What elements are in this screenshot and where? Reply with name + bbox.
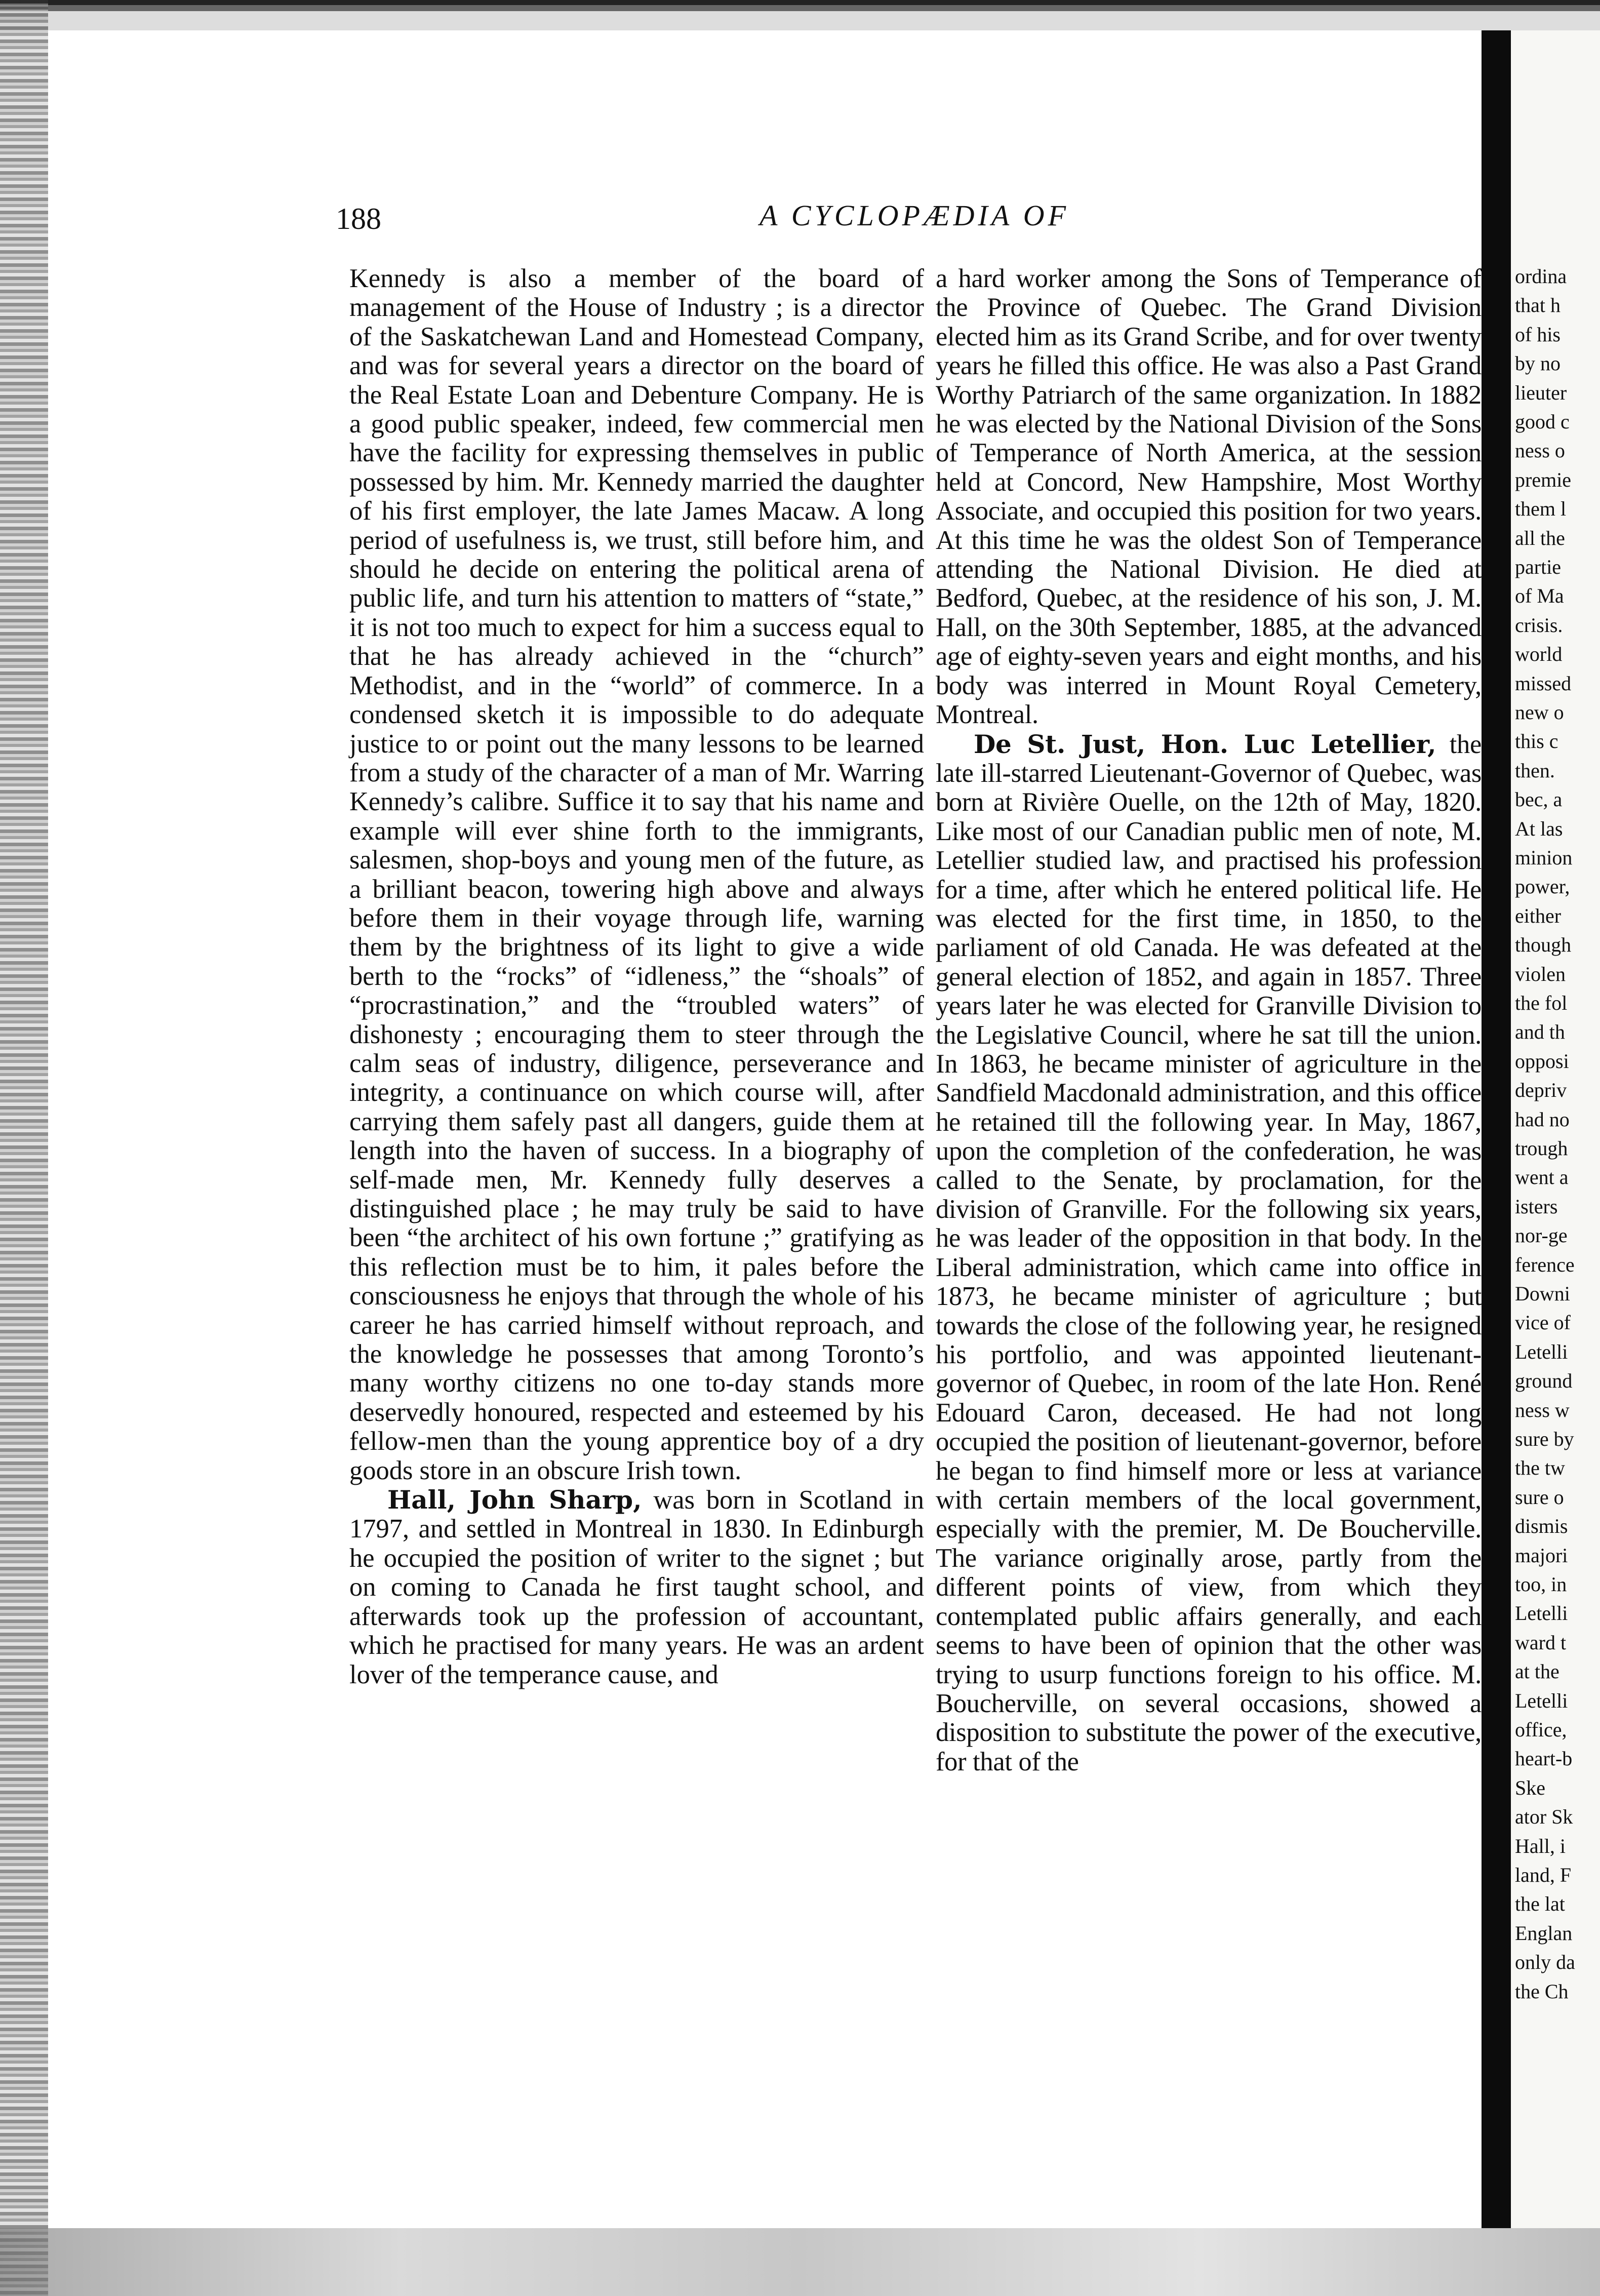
adjacent-page-fragment: trough bbox=[1515, 1137, 1568, 1160]
adjacent-page-fragment: Hall, i bbox=[1515, 1834, 1566, 1857]
entry-heading: Hall, John Sharp, bbox=[387, 1485, 642, 1515]
adjacent-page-fragment: of his bbox=[1515, 323, 1561, 346]
adjacent-page-fragment: bec, a bbox=[1515, 788, 1563, 811]
adjacent-page-fragment: ator Sk bbox=[1515, 1805, 1573, 1829]
adjacent-page-fragment: lieuter bbox=[1515, 381, 1567, 404]
adjacent-page-fragment: that h bbox=[1515, 294, 1561, 317]
adjacent-page-fragment: isters bbox=[1515, 1195, 1558, 1218]
adjacent-page-fragment: At las bbox=[1515, 817, 1563, 840]
adjacent-page-fragment: office, bbox=[1515, 1718, 1567, 1741]
adjacent-page-fragment: dismis bbox=[1515, 1515, 1568, 1538]
scan-bottom-edge bbox=[0, 2228, 1600, 2296]
adjacent-page-fragment: land, F bbox=[1515, 1864, 1572, 1886]
adjacent-page-fragment: Downi bbox=[1515, 1282, 1570, 1305]
adjacent-page-fragment: at the bbox=[1515, 1660, 1559, 1683]
scan-top-edge bbox=[0, 0, 1600, 30]
adjacent-page-fragment: ordina bbox=[1515, 265, 1567, 288]
entry-text: the late ill-starred Lieutenant-Governor of Quebec, was born at Rivière Ouelle, on the 12th of May, 1820. Like most of our Canadian public men of note, M. Letellier studied law, and practised his profession for a time, after which he entered political life. He was elected for the first time, in 1850, to the parliament of old Canada. He was defeated at the general election of 1852, and again in 1857. Three years later he was elected for Granville Division to the Legislative Council, where he sat till the union. In 1863, he became minister of agriculture in the Sandfield Macdonald administration, and this office he retained till the following year. In May, 1867, upon the completion of the confederation, he was called to the Senate, by proclamation, for the division of Granville. For the following six years, he was leader of the opposition in that body. In the Liberal administration, which came into office in 1873, he became minister of agriculture ; but towards the close of the following year, he resigned his portfolio, and was appointed lieutenant-governor of Quebec, in room of the late Hon. René Edouard Caron, deceased. He had not long occupied the position of lieutenant-governor, before he began to find himself more or less at variance with certain members of the local government, especially with the premier, M. De Boucherville. The variance originally arose, partly from the different points of view, from which they contemplated public affairs generally, and each seems to have been of opinion that the other was trying to usurp functions foreign to his office. M. Boucherville, on several occasions, showed a disposition to substitute the power of the executive, for that of the bbox=[936, 729, 1482, 1776]
adjacent-page-fragment: premie bbox=[1515, 468, 1572, 491]
hall-continuation-paragraph: a hard worker among the Sons of Temperance of the Province of Quebec. The Grand Division elected him as its Grand Scribe, and for over twenty years he filled this office. He was also a Past Grand Worthy Patriarch of the same organization. In 1882 he was elected by the National Division of the Sons of Temperance of North America, at the session held at Concord, New Hampshire, Most Worthy Associate, and occupied this position for two years. At this time he was the oldest Son of Temperance attending the National Division. He died at Bedford, Quebec, at the residence of his son, J. M. Hall, on the 30th September, 1885, at the advanced age of eighty-seven years and eight months, and his body was interred in Mount Royal Cemetery, Montreal. bbox=[936, 264, 1482, 730]
adjacent-page-fragment: crisis. bbox=[1515, 613, 1563, 637]
adjacent-page-fragment: new o bbox=[1515, 701, 1564, 724]
adjacent-page-fragment: nor-ge bbox=[1515, 1224, 1568, 1247]
adjacent-page-fragment: all the bbox=[1515, 526, 1565, 549]
adjacent-page-fragment: the fol bbox=[1515, 992, 1568, 1014]
adjacent-page-fragment: the Ch bbox=[1515, 1980, 1569, 2003]
left-column bbox=[349, 264, 924, 1689]
adjacent-page-fragment: by no bbox=[1515, 352, 1561, 375]
adjacent-page-fragment: power, bbox=[1515, 875, 1570, 898]
adjacent-page-fragment: Englan bbox=[1515, 1921, 1573, 1945]
adjacent-page-fragment: violen bbox=[1515, 962, 1566, 985]
hall-entry bbox=[349, 1485, 924, 1689]
adjacent-page-fragment: ference bbox=[1515, 1253, 1575, 1276]
adjacent-page-fragment: had no bbox=[1515, 1107, 1570, 1131]
adjacent-page-fragment: though bbox=[1515, 933, 1572, 957]
adjacent-page-fragment: minion bbox=[1515, 846, 1573, 869]
adjacent-page-fragment: opposi bbox=[1515, 1049, 1569, 1073]
adjacent-page-fragment: then. bbox=[1515, 759, 1555, 782]
adjacent-page-fragment: either bbox=[1515, 904, 1562, 927]
adjacent-page-fragment: ward t bbox=[1515, 1631, 1567, 1654]
adjacent-page-fragment: sure o bbox=[1515, 1485, 1564, 1509]
adjacent-page-fragment: only da bbox=[1515, 1951, 1575, 1974]
adjacent-page-fragment: partie bbox=[1515, 556, 1562, 578]
adjacent-page-fragment: the lat bbox=[1515, 1892, 1565, 1916]
adjacent-page-fragment: went a bbox=[1515, 1166, 1569, 1189]
adjacent-page-fragment: and th bbox=[1515, 1020, 1565, 1044]
adjacent-page-fragment: Letelli bbox=[1515, 1340, 1568, 1363]
adjacent-page-fragment: Ske bbox=[1515, 1776, 1545, 1799]
entry-heading: De St. Just, Hon. Luc Letellier, bbox=[974, 729, 1436, 759]
adjacent-page-fragment: depriv bbox=[1515, 1079, 1567, 1102]
adjacent-page-fragment: ness o bbox=[1515, 439, 1565, 462]
running-title: A CYCLOPÆDIA OF bbox=[759, 199, 1070, 232]
adjacent-page-fragment: them l bbox=[1515, 497, 1567, 521]
kennedy-paragraph: Kennedy is also a member of the board of management of the House of Industry ; is a director of the Saskatchewan Land and Homestead Company, and was for several years a director on the board of the Real Estate Loan and Debenture Company. He is a good public speaker, indeed, few commercial men have the facility for expressing themselves in public possessed by him. Mr. Kennedy married the daughter of his first employer, the late James Macaw. A long period of usefulness is, we trust, still before him, and should he decide on entering the political arena of public life, and turn his attention to matters of “state,” it is not too much to expect for him a success equal to that he has already achieved in the “church” Methodist, and in the “world” of commerce. In a condensed sketch it is impossible to do adequate justice to or point out the many lessons to be learned from a study of the character of a man of Mr. Warring Kennedy’s calibre. Suffice it to say that his name and example will ever shine forth to the immigrants, salesmen, shop-boys and young men of the future, as a brilliant beacon, towering high above and always before them in their voyage through life, warning them by the brightness of its light to give a wide berth to the “rocks” of “idleness,” the “shoals” of “procrastination,” and the “troubled waters” of dishonesty ; encouraging them to steer through the calm seas of industry, diligence, perseverance and integrity, a continuance on which course will, after carrying them safely past all dangers, guide them at length into the haven of success. In a biography of self-made men, Mr. Kennedy fully deserves a distinguished place ; he may truly be said to have been “the architect of his own fortune ;” gratifying as this reflection must be to him, it pales before the consciousness he enjoys that through the whole of his career he has carried himself without reproach, and the knowledge he possesses that among Toronto’s many worthy citizens no one to-day stands more deservedly honoured, respected and esteemed by his fellow-men than the young apprentice boy of a dry goods store in an obscure Irish town. bbox=[349, 264, 924, 1485]
page-number: 188 bbox=[336, 202, 381, 235]
adjacent-page-strip bbox=[1511, 30, 1600, 2228]
book-gutter bbox=[1482, 30, 1511, 2228]
adjacent-page-fragment: the tw bbox=[1515, 1456, 1565, 1480]
adjacent-page-fragment: sure by bbox=[1515, 1428, 1574, 1450]
adjacent-page-fragment: this c bbox=[1515, 730, 1558, 753]
scan-left-edge bbox=[0, 0, 48, 2296]
adjacent-page-fragment: too, in bbox=[1515, 1573, 1567, 1596]
adjacent-page-fragment: world bbox=[1515, 643, 1563, 666]
adjacent-page-fragment: of Ma bbox=[1515, 584, 1564, 608]
adjacent-page-fragment: missed bbox=[1515, 671, 1572, 695]
entry-text: was born in Scotland in 1797, and settled in Montreal in 1830. In Edinburgh he occupied the position of writer to the signet ; but on coming to Canada he first taught school, and afterwards took up the profession of accountant, which he practised for many years. He was an ardent lover of the temperance cause, and bbox=[349, 1485, 924, 1689]
adjacent-page-fragment: Letelli bbox=[1515, 1602, 1568, 1625]
adjacent-page-fragment: ness w bbox=[1515, 1398, 1570, 1421]
adjacent-page-fragment: Letelli bbox=[1515, 1689, 1568, 1712]
adjacent-page-fragment: good c bbox=[1515, 410, 1570, 433]
adjacent-page-fragment: majori bbox=[1515, 1543, 1568, 1567]
adjacent-page-fragment: vice of bbox=[1515, 1311, 1571, 1334]
adjacent-page-fragment: heart-b bbox=[1515, 1747, 1573, 1770]
adjacent-page-fragment: ground bbox=[1515, 1369, 1573, 1393]
de-st-just-entry bbox=[936, 730, 1482, 1777]
right-column bbox=[936, 264, 1482, 1776]
